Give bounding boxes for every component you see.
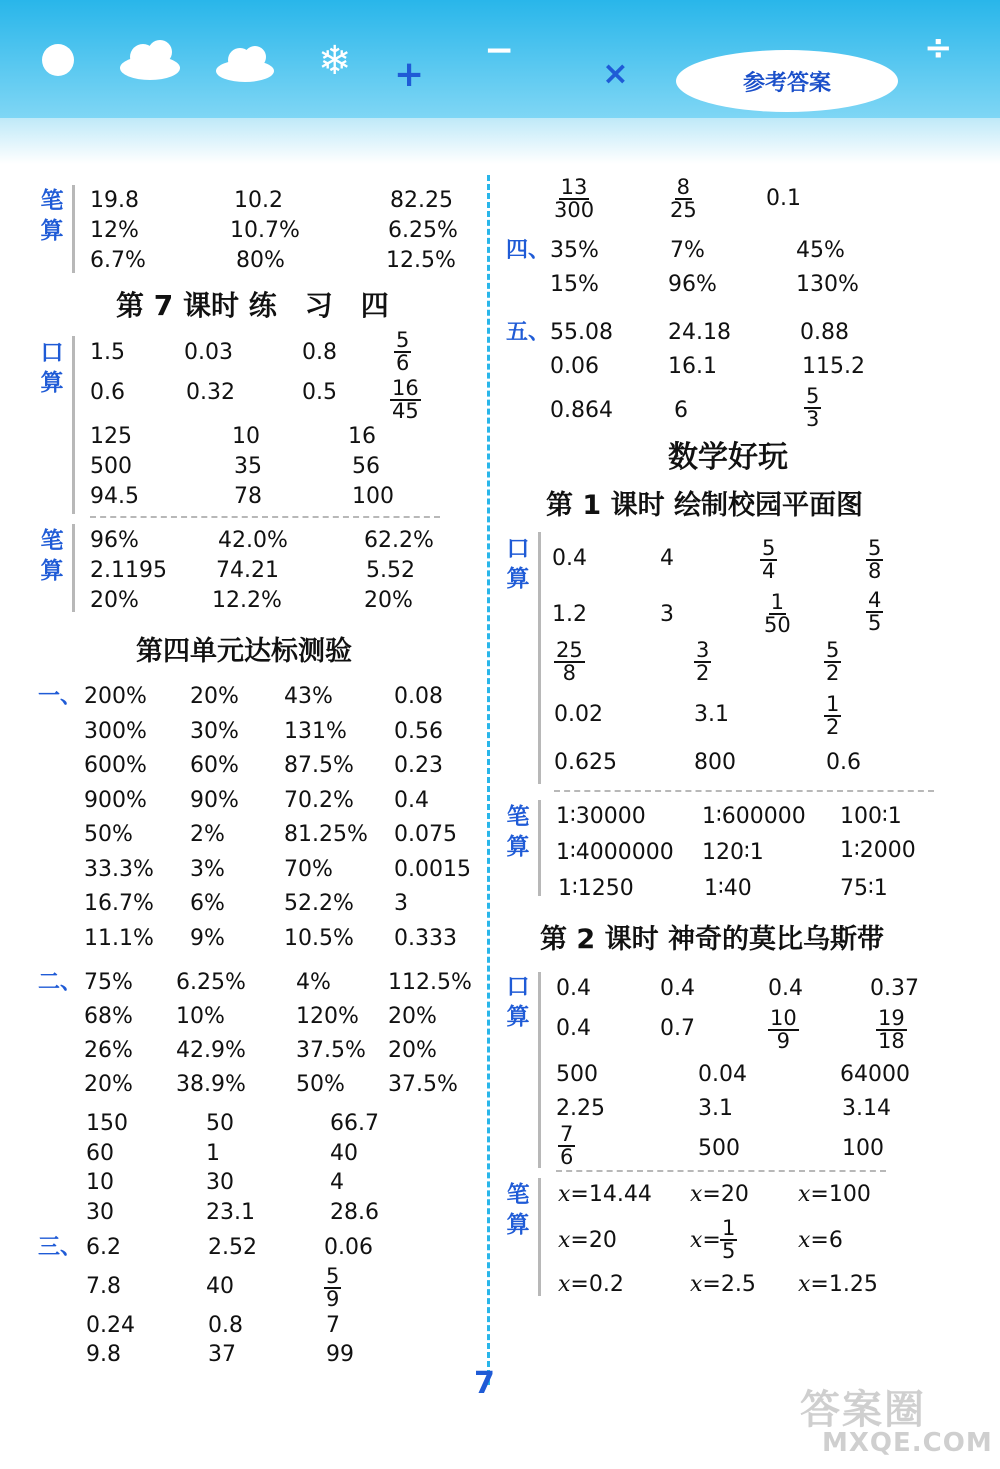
answer-value: 0.4 <box>556 976 591 1001</box>
answer-value: 130% <box>796 272 859 297</box>
answer-value: 87.5% <box>284 753 354 778</box>
kousuan-label: 口算 <box>40 340 64 396</box>
section-number: 二、 <box>38 970 83 995</box>
answer-value: 500 <box>90 454 132 479</box>
dotted-separator <box>90 516 440 518</box>
snowflake-icon: ❄ <box>318 38 352 84</box>
answer-value: 2.25 <box>556 1096 605 1121</box>
answer-value: 0.08 <box>394 684 443 709</box>
kousuan-label: 口算 <box>506 974 530 1030</box>
section-bar <box>538 532 541 784</box>
answer-value: 42.9% <box>176 1038 246 1063</box>
answer-value: 1∶600000 <box>702 804 806 829</box>
section-bar <box>538 1178 541 1296</box>
cloud-icon <box>120 40 182 82</box>
answer-value: 0.4 <box>556 1016 591 1041</box>
answer-value: 0.8 <box>208 1313 243 1338</box>
equation: x=1.25 <box>798 1272 878 1297</box>
sun-icon <box>42 44 74 76</box>
answer-value: 30 <box>86 1199 114 1225</box>
answer-value: 45% <box>796 238 845 263</box>
header-fade <box>0 118 1000 164</box>
answer-value: 30 <box>206 1170 234 1195</box>
answer-value: 66.7 <box>330 1111 379 1136</box>
answer-value: 3 <box>394 891 408 916</box>
answer-value: 112.5% <box>388 970 472 995</box>
section-bar <box>538 972 541 1168</box>
answer-value: 37.5% <box>296 1038 366 1063</box>
answer-value: 10 <box>232 424 260 449</box>
fraction: $\frac{5}{8}$ <box>868 536 882 583</box>
answer-value: 0.06 <box>324 1235 373 1260</box>
answer-value: 10.5% <box>284 925 354 951</box>
answer-value: 40 <box>330 1140 358 1166</box>
answer-value: 3.1 <box>694 702 729 727</box>
equation: x=20 <box>558 1228 617 1253</box>
answer-value: 0.8 <box>302 340 337 365</box>
answer-value: 20% <box>84 1072 133 1097</box>
answer-value: 78 <box>234 484 262 509</box>
answer-value: 4 <box>330 1170 344 1195</box>
answer-value: 0.23 <box>394 753 443 778</box>
answer-value: 20% <box>388 1004 437 1029</box>
fraction: $\frac{3}{2}$ <box>696 638 710 685</box>
section-number: 四、 <box>506 238 551 263</box>
minus-icon: − <box>484 30 515 71</box>
answer-value: 131% <box>284 718 347 744</box>
answer-value: 15% <box>550 272 599 297</box>
watermark-url: MXQE.COM <box>822 1428 993 1458</box>
equation: x=2.5 <box>690 1272 756 1297</box>
answer-value: 62.2% <box>364 528 434 553</box>
answer-value: 35 <box>234 454 262 479</box>
answer-value: 0.1 <box>766 186 801 211</box>
answer-value: 0.7 <box>660 1016 695 1041</box>
answer-key-badge: 参考答案 <box>676 50 898 112</box>
answer-value: 60 <box>86 1140 114 1166</box>
page-number: 7 <box>474 1366 495 1401</box>
fraction: $\frac{4}{5}$ <box>868 588 882 635</box>
answer-value: 0.24 <box>86 1313 135 1338</box>
answer-value: 0.02 <box>554 702 603 727</box>
answer-value: 43% <box>284 684 333 709</box>
answer-value: 0.4 <box>660 976 695 1001</box>
answer-value: 60% <box>190 753 239 778</box>
answer-value: 11.1% <box>84 925 154 951</box>
answer-value: 20% <box>388 1038 437 1063</box>
times-icon: × <box>602 54 629 92</box>
answer-value: 6.7% <box>90 248 146 273</box>
fraction: $\frac{5}{2}$ <box>826 638 840 685</box>
fun-math-title: 数学好玩 <box>668 440 788 475</box>
fraction: $\frac{5}{4}$ <box>762 536 776 583</box>
answer-value: 5.52 <box>366 558 415 583</box>
section-number: 五、 <box>506 320 551 345</box>
section-number: 三、 <box>38 1235 83 1260</box>
answer-value: 12.5% <box>386 248 456 273</box>
answer-value: 3.1 <box>698 1096 733 1121</box>
fraction: $\frac{7}{6}$ <box>560 1122 574 1169</box>
equation: x=14.44 <box>558 1182 652 1207</box>
bisuan-label: 笔算 <box>506 804 530 860</box>
answer-value: 1∶2000 <box>840 838 916 863</box>
answer-value: 200% <box>84 684 147 709</box>
answer-value: 10% <box>176 1004 225 1029</box>
dotted-separator <box>554 790 934 792</box>
answer-value: 20% <box>364 588 413 613</box>
answer-value: 64000 <box>840 1062 910 1087</box>
answer-value: 12.2% <box>212 588 282 613</box>
answer-value: 600% <box>84 753 147 778</box>
fraction: $\frac{19}{18}$ <box>878 1006 905 1053</box>
answer-value: 80% <box>236 248 285 273</box>
answer-value: 6.25% <box>176 970 246 995</box>
fraction: $\frac{5}{3}$ <box>806 384 820 431</box>
answer-value: 40 <box>206 1274 234 1299</box>
bisuan-label: 笔算 <box>40 528 64 584</box>
fraction: $\frac{5}{9}$ <box>326 1264 340 1311</box>
fraction: $\frac{1}{5}$ <box>722 1216 736 1263</box>
answer-value: 96% <box>90 528 139 553</box>
answer-value: 1∶40 <box>704 876 752 901</box>
fraction: $\frac{10}{9}$ <box>770 1006 797 1053</box>
answer-value: 115.2 <box>802 354 865 379</box>
answer-value: 16.1 <box>668 354 717 379</box>
answer-value: 0.4 <box>768 976 803 1001</box>
section-bar <box>72 336 75 514</box>
answer-value: 4 <box>660 546 674 571</box>
answer-value: 0.5 <box>302 380 337 405</box>
answer-value: 7 <box>326 1313 340 1338</box>
plus-icon: + <box>394 54 425 95</box>
answer-value: 2% <box>190 822 225 847</box>
dotted-separator <box>556 1170 886 1172</box>
answer-value: 6 <box>674 398 688 423</box>
answer-value: 150 <box>86 1111 128 1136</box>
answer-value: 37 <box>208 1342 236 1367</box>
answer-value: 1∶1250 <box>558 876 634 901</box>
answer-value: 0.32 <box>186 380 235 405</box>
answer-value: 0.4 <box>394 787 429 813</box>
fraction: $\frac{16}{45}$ <box>392 376 419 423</box>
answer-value: 800 <box>694 750 736 775</box>
answer-value: 75∶1 <box>840 876 888 901</box>
equation: x= <box>690 1228 721 1253</box>
header-banner <box>0 0 1000 118</box>
answer-value: 50% <box>296 1072 345 1097</box>
fraction: $\frac{13}{300}$ <box>554 175 595 222</box>
answer-value: 0.075 <box>394 822 457 847</box>
answer-value: 0.864 <box>550 398 613 423</box>
answer-value: 6.2 <box>86 1235 121 1260</box>
answer-value: 6.25% <box>388 218 458 243</box>
answer-value: 12% <box>90 218 139 243</box>
answer-value: 38.9% <box>176 1072 246 1097</box>
equation: x=20 <box>690 1182 749 1207</box>
answer-value: 900% <box>84 787 147 813</box>
divide-icon: ÷ <box>924 28 953 68</box>
answer-value: 75% <box>84 970 133 995</box>
answer-value: 4% <box>296 970 331 995</box>
answer-value: 28.6 <box>330 1199 379 1225</box>
section-bar <box>538 800 541 896</box>
answer-value: 3 <box>660 602 674 627</box>
answer-value: 70.2% <box>284 787 354 813</box>
answer-value: 30% <box>190 718 239 744</box>
answer-value: 0.56 <box>394 718 443 744</box>
answer-value: 500 <box>698 1136 740 1161</box>
equation: x=6 <box>798 1228 843 1253</box>
answer-value: 10 <box>86 1170 114 1195</box>
lesson-2-title: 第 2 课时 神奇的莫比乌斯带 <box>540 924 884 955</box>
answer-value: 100∶1 <box>840 804 902 829</box>
answer-value: 0.6 <box>826 750 861 775</box>
answer-value: 0.06 <box>550 354 599 379</box>
section-bar <box>72 185 75 273</box>
bisuan-label: 笔算 <box>40 188 64 244</box>
answer-value: 1.5 <box>90 340 125 365</box>
fraction: $\frac{5}{6}$ <box>396 328 410 375</box>
answer-value: 37.5% <box>388 1072 458 1097</box>
answer-value: 500 <box>556 1062 598 1087</box>
answer-value: 0.03 <box>184 340 233 365</box>
answer-value: 50 <box>206 1111 234 1136</box>
answer-value: 125 <box>90 424 132 449</box>
answer-value: 0.625 <box>554 750 617 775</box>
equation: x=0.2 <box>558 1272 624 1297</box>
answer-value: 100 <box>352 484 394 509</box>
answer-value: 0.4 <box>552 546 587 571</box>
answer-value: 50% <box>84 822 133 847</box>
answer-value: 52.2% <box>284 891 354 916</box>
fraction: $\frac{1}{50}$ <box>764 590 791 637</box>
answer-value: 120∶1 <box>702 840 764 865</box>
answer-value: 20% <box>90 588 139 613</box>
answer-value: 35% <box>550 238 599 263</box>
answer-value: 70% <box>284 856 333 882</box>
answer-value: 10.7% <box>230 218 300 243</box>
lesson-1-title: 第 1 课时 绘制校园平面图 <box>546 490 863 521</box>
answer-value: 6% <box>190 891 225 916</box>
answer-value: 0.88 <box>800 320 849 345</box>
bisuan-label: 笔算 <box>506 1182 530 1238</box>
section-bar <box>72 524 75 612</box>
rain-cloud-icon <box>216 46 278 86</box>
answer-value: 82.25 <box>390 188 453 213</box>
answer-value: 26% <box>84 1038 133 1063</box>
answer-value: 2.52 <box>208 1235 257 1260</box>
answer-value: 56 <box>352 454 380 479</box>
kousuan-label: 口算 <box>506 536 530 592</box>
answer-value: 94.5 <box>90 484 139 509</box>
answer-value: 300% <box>84 718 147 744</box>
answer-value: 3.14 <box>842 1096 891 1121</box>
answer-value: 68% <box>84 1004 133 1029</box>
answer-value: 0.37 <box>870 976 919 1001</box>
answer-value: 3% <box>190 856 225 882</box>
equation: x=100 <box>798 1182 871 1207</box>
answer-value: 42.0% <box>218 528 288 553</box>
answer-value: 99 <box>326 1342 354 1367</box>
answer-value: 55.08 <box>550 320 613 345</box>
answer-value: 24.18 <box>668 320 731 345</box>
answer-value: 1.2 <box>552 602 587 627</box>
column-divider <box>487 175 490 1385</box>
fraction: $\frac{8}{25}$ <box>670 175 697 222</box>
answer-value: 16.7% <box>84 891 154 916</box>
fraction: $\frac{25}{8}$ <box>556 638 583 685</box>
answer-value: 1 <box>206 1140 220 1166</box>
answer-value: 20% <box>190 684 239 709</box>
answer-value: 7.8 <box>86 1274 121 1299</box>
answer-value: 9% <box>190 925 225 951</box>
answer-value: 0.0015 <box>394 856 471 882</box>
section-number: 一、 <box>38 684 83 709</box>
answer-value: 1∶30000 <box>556 804 646 829</box>
answer-value: 19.8 <box>90 188 139 213</box>
answer-value: 16 <box>348 424 376 449</box>
answer-value: 0.333 <box>394 925 457 951</box>
answer-value: 23.1 <box>206 1199 255 1225</box>
answer-value: 74.21 <box>216 558 279 583</box>
lesson-7-title: 第 7 课时 练 习 四 <box>116 289 389 322</box>
watermark-logo: 答案圈 <box>800 1387 926 1433</box>
answer-value: 0.04 <box>698 1062 747 1087</box>
answer-value: 90% <box>190 787 239 813</box>
answer-value: 9.8 <box>86 1342 121 1367</box>
answer-value: 81.25% <box>284 822 368 847</box>
answer-value: 100 <box>842 1136 884 1161</box>
answer-value: 7% <box>670 238 705 263</box>
answer-value: 1∶4000000 <box>556 840 674 865</box>
answer-value: 10.2 <box>234 188 283 213</box>
answer-value: 96% <box>668 272 717 297</box>
fraction: $\frac{1}{2}$ <box>826 692 840 739</box>
unit-test-title: 第四单元达标测验 <box>136 636 352 667</box>
answer-value: 2.1195 <box>90 558 167 583</box>
answer-value: 33.3% <box>84 856 154 882</box>
answer-value: 120% <box>296 1004 359 1029</box>
answer-value: 0.6 <box>90 380 125 405</box>
